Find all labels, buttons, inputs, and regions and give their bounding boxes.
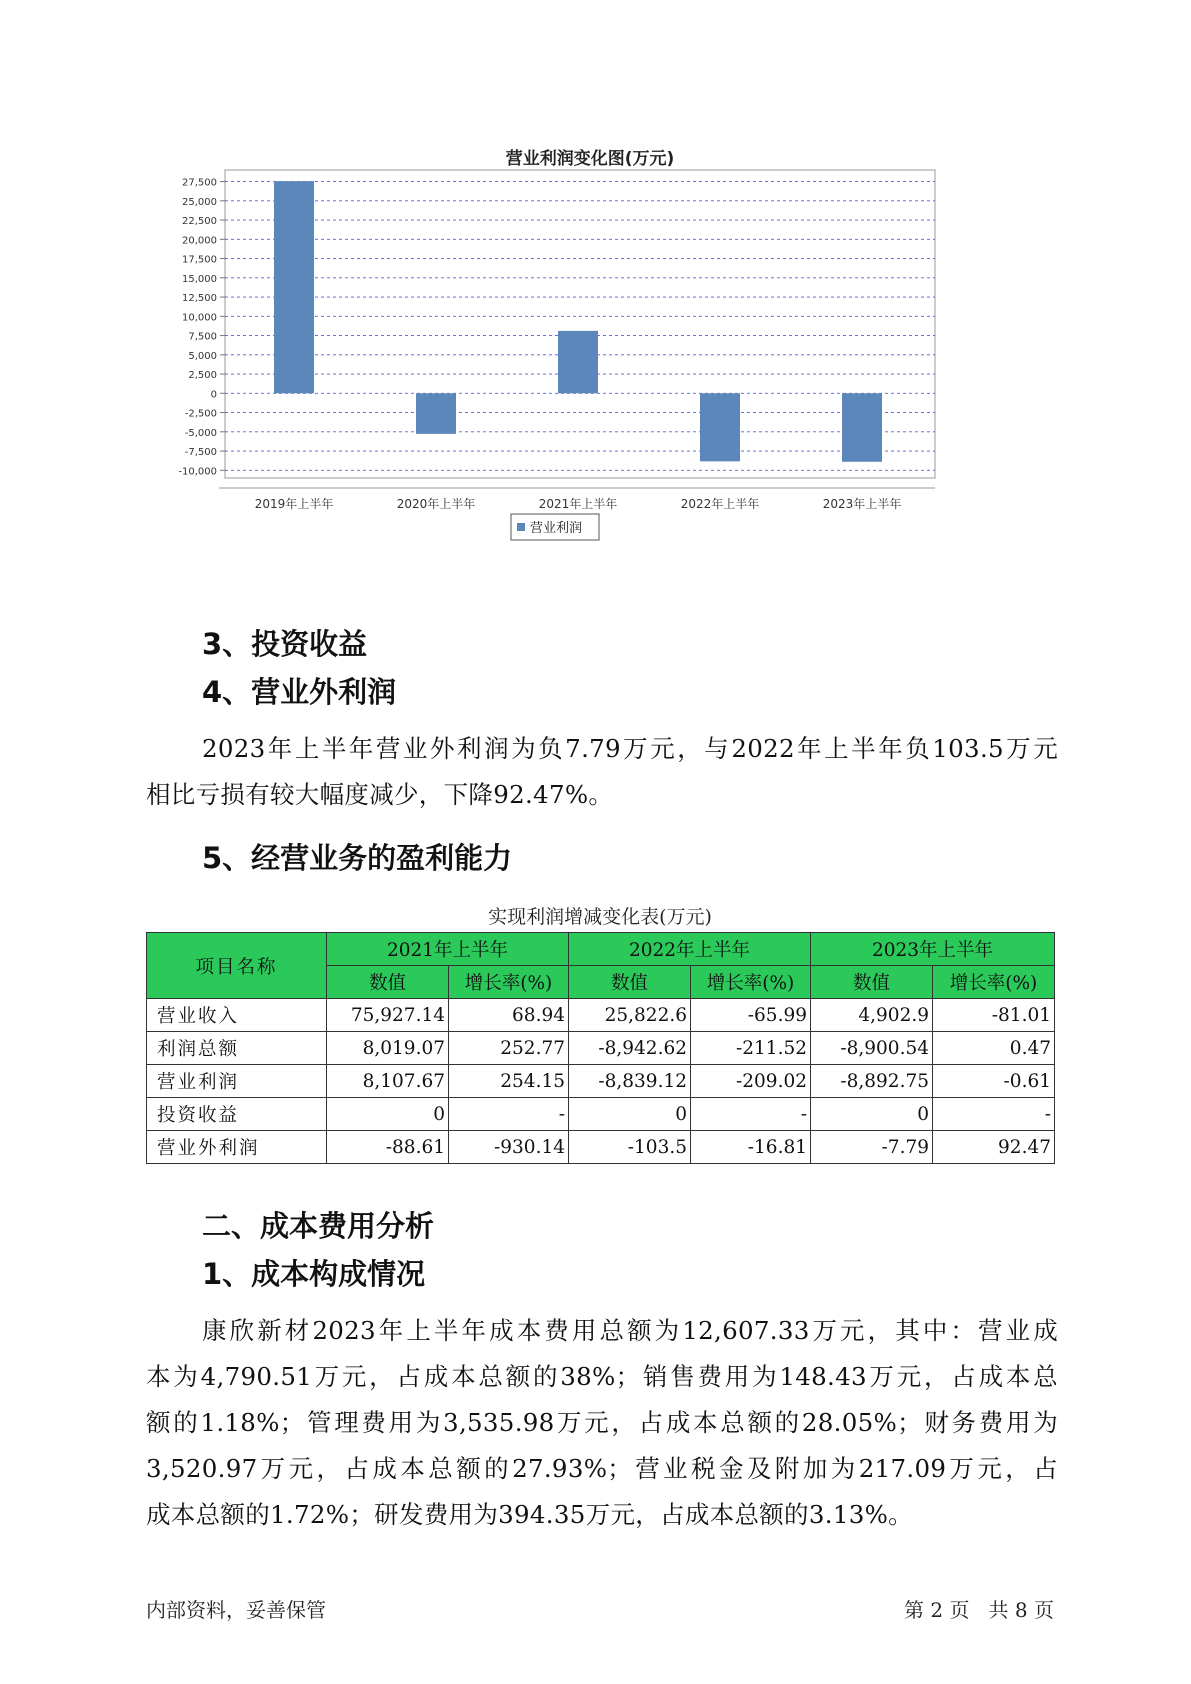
table-cell: -7.79 (811, 1131, 933, 1164)
x-tick-label: 2021年上半年 (538, 497, 618, 511)
legend-swatch (517, 523, 525, 531)
paragraph-line: 相比亏损有较大幅度减少，下降92.47%。 (146, 780, 614, 809)
footer-page-number: 第 2 页 共 8 页 (904, 1598, 1054, 1622)
row-label: 营业利润 (147, 1065, 327, 1098)
heading-profitability: 5、经营业务的盈利能力 (202, 841, 513, 875)
footer-confidential-note: 内部资料，妥善保管 (146, 1598, 326, 1622)
table-cell: - (933, 1098, 1055, 1131)
table-cell: 0 (569, 1098, 691, 1131)
table-cell: 254.15 (449, 1065, 569, 1098)
paragraph-line: 本为4,790.51万元，占成本总额的38%；销售费用为148.43万元，占成本总 (146, 1362, 1058, 1391)
y-tick-label: 27,500 (182, 177, 217, 189)
operating-profit-chart (160, 128, 1020, 598)
table-cell: 75,927.14 (327, 999, 449, 1032)
table-subheader-growth: 增长率(%) (933, 966, 1055, 999)
table-subheader-value: 数值 (569, 966, 691, 999)
table-cell: -103.5 (569, 1131, 691, 1164)
table-subheader-value: 数值 (327, 966, 449, 999)
table-cell: 8,019.07 (327, 1032, 449, 1065)
profit-change-table (146, 932, 1055, 1164)
y-tick-label: 20,000 (182, 235, 217, 247)
x-tick-label: 2023年上半年 (822, 497, 902, 511)
paragraph-non-operating-profit (146, 726, 1058, 818)
table-cell: -65.99 (691, 999, 811, 1032)
table-cell: - (449, 1098, 569, 1131)
table-row (147, 1131, 1055, 1164)
table-header-period: 2022年上半年 (569, 933, 811, 966)
table-cell: -8,900.54 (811, 1032, 933, 1065)
bar (416, 393, 456, 434)
y-tick-label: -5,000 (184, 427, 217, 439)
heading-investment-income: 3、投资收益 (202, 627, 368, 661)
table-cell: -209.02 (691, 1065, 811, 1098)
table-cell: 92.47 (933, 1131, 1055, 1164)
table-row (147, 1032, 1055, 1065)
table-subheader-growth: 增长率(%) (449, 966, 569, 999)
y-tick-label: -7,500 (184, 447, 217, 459)
y-tick-label: 17,500 (182, 254, 217, 266)
table-cell: 252.77 (449, 1032, 569, 1065)
table-cell: 0 (327, 1098, 449, 1131)
y-tick-label: 0 (210, 389, 217, 401)
row-label: 投资收益 (147, 1098, 327, 1131)
x-tick-label: 2020年上半年 (396, 497, 476, 511)
heading-cost-structure: 1、成本构成情况 (202, 1257, 426, 1291)
y-tick-label: 12,500 (182, 293, 217, 305)
table-row (147, 1065, 1055, 1098)
y-tick-label: 22,500 (182, 216, 217, 228)
heading-cost-analysis: 二、成本费用分析 (202, 1209, 435, 1243)
table-row (147, 999, 1055, 1032)
y-tick-label: 2,500 (188, 370, 217, 382)
y-tick-label: -10,000 (178, 466, 217, 478)
table-cell: 0.47 (933, 1032, 1055, 1065)
y-tick-label: 5,000 (188, 350, 217, 362)
bar (558, 331, 598, 393)
chart-title: 营业利润变化图(万元) (505, 149, 675, 169)
row-label: 营业收入 (147, 999, 327, 1032)
table-cell: 4,902.9 (811, 999, 933, 1032)
table-row (147, 1098, 1055, 1131)
table-subheader-growth: 增长率(%) (691, 966, 811, 999)
table-cell: 68.94 (449, 999, 569, 1032)
chart-canvas (160, 128, 1020, 598)
paragraph-cost-structure (146, 1308, 1058, 1538)
table-cell: -16.81 (691, 1131, 811, 1164)
y-tick-label: 7,500 (188, 331, 217, 343)
table-header-item: 项目名称 (147, 933, 327, 999)
paragraph-line: 康欣新材2023年上半年成本费用总额为12,607.33万元，其中：营业成 (202, 1316, 1058, 1345)
x-tick-label: 2022年上半年 (680, 497, 760, 511)
legend-label: 营业利润 (530, 521, 583, 536)
x-tick-label: 2019年上半年 (254, 497, 334, 511)
table-header-period: 2021年上半年 (327, 933, 569, 966)
table-cell: -930.14 (449, 1131, 569, 1164)
row-label: 利润总额 (147, 1032, 327, 1065)
table-cell: 25,822.6 (569, 999, 691, 1032)
table-cell: - (691, 1098, 811, 1131)
bar (842, 393, 882, 461)
y-tick-label: 15,000 (182, 273, 217, 285)
y-tick-label: 25,000 (182, 196, 217, 208)
y-tick-label: 10,000 (182, 312, 217, 324)
table-subheader-value: 数值 (811, 966, 933, 999)
table-cell: -8,942.62 (569, 1032, 691, 1065)
bar (700, 393, 740, 461)
table-header-period: 2023年上半年 (811, 933, 1055, 966)
table-cell: -8,892.75 (811, 1065, 933, 1098)
bar (274, 181, 314, 393)
paragraph-line: 成本总额的1.72%；研发费用为394.35万元，占成本总额的3.13%。 (146, 1500, 913, 1529)
table-cell: 0 (811, 1098, 933, 1131)
table-cell: 8,107.67 (327, 1065, 449, 1098)
paragraph-line: 2023年上半年营业外利润为负7.79万元，与2022年上半年负103.5万元 (202, 734, 1058, 763)
heading-non-operating-profit: 4、营业外利润 (202, 675, 397, 709)
table-cell: -0.61 (933, 1065, 1055, 1098)
table-caption: 实现利润增减变化表(万元) (488, 906, 712, 928)
table-cell: -8,839.12 (569, 1065, 691, 1098)
paragraph-line: 3,520.97万元，占成本总额的27.93%；营业税金及附加为217.09万元，占 (146, 1454, 1058, 1483)
y-tick-label: -2,500 (184, 408, 217, 420)
paragraph-line: 额的1.18%；管理费用为3,535.98万元，占成本总额的28.05%；财务费用为 (146, 1408, 1058, 1437)
table-cell: -81.01 (933, 999, 1055, 1032)
table-cell: -88.61 (327, 1131, 449, 1164)
table-cell: -211.52 (691, 1032, 811, 1065)
row-label: 营业外利润 (147, 1131, 327, 1164)
